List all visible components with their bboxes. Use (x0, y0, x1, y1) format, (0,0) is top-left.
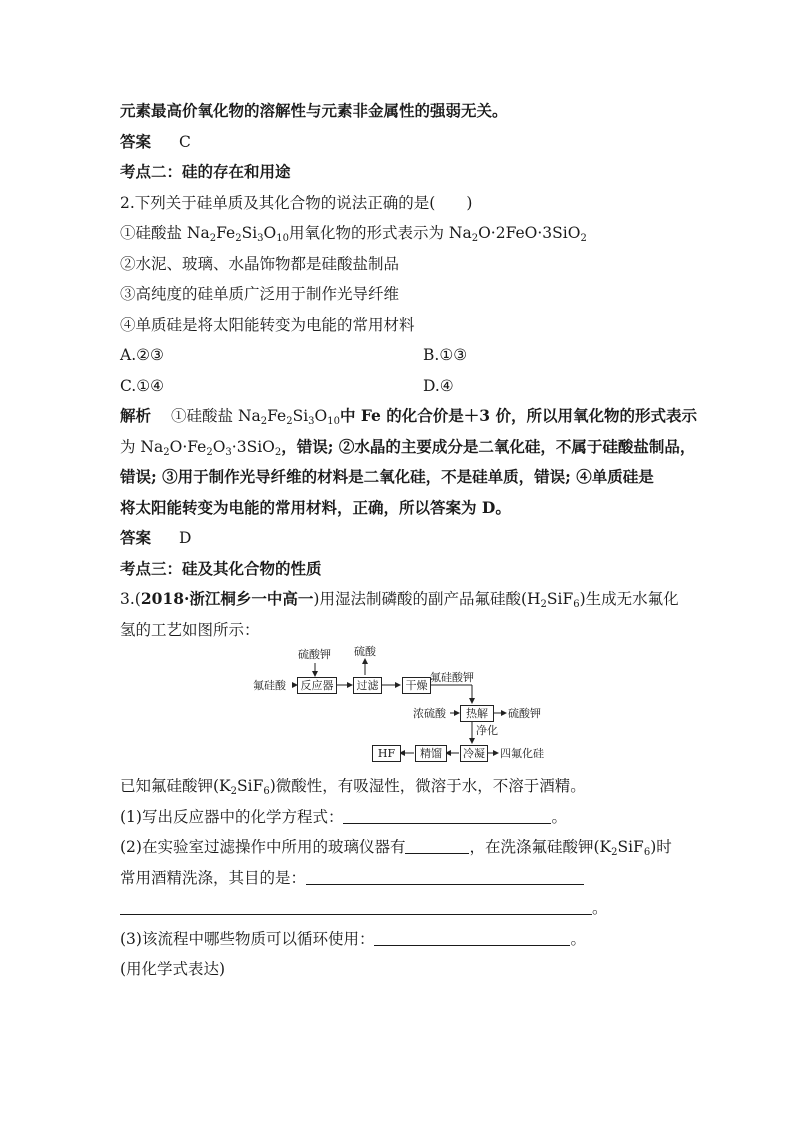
subscript: 2 (286, 416, 293, 427)
question-2-statement-3: ③高纯度的硅单质广泛用于制作光导纤维 (120, 285, 400, 303)
sub-question-1 (120, 802, 680, 833)
question-2-stem: 2.下列关于硅单质及其化合物的说法正确的是( ) (120, 193, 473, 212)
text-fragment: Fe (216, 224, 236, 242)
subscript: 10 (276, 233, 289, 244)
text-fragment: 。 (551, 807, 567, 826)
subscript: 6 (573, 599, 580, 610)
explanation-line-4: 将太阳能转变为电能的常用材料，正确，所以答案为 D。 (120, 497, 511, 517)
pyrolysis-box: 热解 (460, 705, 494, 722)
topic-2-heading: 考点二：硅的存在和用途 (120, 162, 291, 181)
text-fragment: )用湿法制磷酸的副产品氟硅酸(H (313, 590, 541, 608)
question-3-line-2: 氢的工艺如图所示： (120, 620, 260, 639)
subscript: 2 (580, 233, 587, 244)
label-potassium-fluorosilicate: 氟硅酸钾 (430, 671, 474, 684)
sub-question-3-note: (用化学式表达) (120, 960, 226, 978)
subscript: 2 (206, 446, 213, 458)
text-fragment: 中 Fe 的化合价是＋3 价，所以用氧化物的形式表示 (340, 406, 697, 425)
question-2-statement-4: ④单质硅是将太阳能转变为电能的常用材料 (120, 315, 415, 334)
options-row-2 (120, 371, 680, 402)
text-fragment: Si (292, 407, 309, 425)
label-silicon-tetrafluoride: 四氟化硅 (500, 747, 544, 760)
text-fragment: SiF (617, 838, 644, 856)
explanation-line-1 (120, 401, 697, 432)
filter-box: 过滤 (353, 677, 382, 694)
answer-blank[interactable] (120, 896, 592, 915)
question-3-line-1 (120, 584, 680, 615)
text-fragment: O (263, 224, 277, 242)
explanation-line-2 (120, 432, 696, 463)
text-fragment: Fe (267, 407, 287, 425)
reactor-box: 反应器 (297, 677, 337, 694)
answer-2 (120, 523, 680, 554)
sub-question-3 (120, 924, 680, 955)
text-fragment: O·Fe (169, 437, 207, 456)
text-fragment: )微酸性，有吸湿性，微溶于水，不溶于酒精。 (269, 777, 586, 795)
text-fragment: ，错误; ②水晶的主要成分是二氧化硅，不属于硅酸盐制品， (281, 436, 696, 456)
known-condition (120, 771, 680, 802)
text-fragment: 常用酒精洗涤，其目的是： (120, 868, 307, 887)
answer-value: D (179, 529, 192, 547)
distill-box: 精馏 (415, 745, 447, 762)
text-fragment: 已知氟硅酸钾(K (120, 777, 231, 795)
subscript: 10 (327, 416, 340, 427)
text-fragment: (1)写出反应器中的化学方程式： (120, 807, 344, 826)
subscript: 6 (263, 786, 270, 797)
text-fragment: ①硅酸盐 Na (171, 407, 261, 425)
question-2-statement-2: ②水泥、玻璃、水晶饰物都是硅酸盐制品 (120, 254, 400, 273)
text-fragment: O·2FeO·3SiO (478, 224, 581, 242)
explanation-line-3: 错误; ③用于制作光导纤维的材料是二氧化硅，不是硅单质，错误; ④单质硅是 (120, 467, 654, 486)
subscript: 3 (257, 233, 264, 244)
answer-label: 答案 (120, 528, 152, 547)
subscript: 2 (471, 233, 479, 244)
topic-3-heading: 考点三：硅及其化合物的性质 (120, 558, 322, 578)
label-purify: 净化 (476, 724, 498, 737)
option-c: C.①④ (120, 376, 165, 395)
text-fragment: O (212, 437, 226, 456)
sub-question-2-line-2 (120, 863, 680, 894)
answer-blank[interactable] (374, 927, 570, 946)
process-flow-diagram (120, 645, 680, 771)
subscript: 2 (230, 786, 238, 797)
sub-question-2-line-3 (120, 893, 680, 924)
hf-box: HF (372, 745, 401, 762)
document-page (120, 96, 697, 985)
text-fragment: )时 (650, 838, 672, 856)
answer-label: 答案 (120, 131, 152, 151)
text-fragment: 。 (592, 899, 608, 917)
sub-question-2 (120, 832, 680, 863)
text-fragment: (3)该流程中哪些物质可以循环使用： (120, 929, 375, 948)
text-fragment: ，在洗涤氟硅酸钾(K (469, 838, 612, 856)
option-d: D.④ (423, 376, 454, 395)
text-fragment: 为 Na (120, 437, 164, 456)
label-conc-sulfuric-acid: 浓硫酸 (413, 707, 446, 720)
answer-blank[interactable] (343, 805, 551, 824)
subscript: 3 (308, 416, 315, 427)
label-pyrolysis-product: 硫酸钾 (508, 707, 541, 720)
question-2-statement-1 (120, 218, 680, 249)
text-fragment: 用氧化物的形式表示为 Na (288, 224, 472, 242)
explanation-label: 解析 (120, 406, 152, 425)
text-fragment: 。 (570, 929, 586, 948)
label-potassium-sulfate-in: 硫酸钾 (298, 648, 331, 661)
subscript: 2 (260, 416, 268, 427)
dry-box: 干燥 (402, 677, 431, 694)
subscript: 3 (225, 446, 232, 458)
continued-text: 元素最高价氧化物的溶解性与元素非金属性的强弱无关。 (120, 101, 508, 120)
text-fragment: ·3SiO (231, 437, 275, 456)
option-a: A.②③ (120, 346, 164, 364)
subscript: 2 (235, 233, 242, 244)
text-fragment: Si (241, 224, 258, 242)
condense-box: 冷凝 (460, 745, 488, 762)
answer-value: C (179, 132, 191, 151)
subscript: 6 (643, 847, 651, 858)
question-source: 2018·浙江桐乡一中高一 (140, 589, 314, 608)
subscript: 2 (540, 599, 547, 610)
text-fragment: 3.( (120, 590, 141, 608)
answer-blank[interactable] (306, 866, 584, 885)
label-fluorosilicic-acid: 氟硅酸 (253, 679, 286, 692)
text-fragment: )生成无水氟化 (579, 590, 679, 608)
text-fragment: (2)在实验室过滤操作中所用的玻璃仪器有 (120, 838, 406, 856)
answer-1 (120, 127, 680, 158)
label-sulfuric-acid-out: 硫酸 (354, 645, 376, 658)
text-fragment: ①硅酸盐 Na (120, 224, 210, 242)
subscript: 2 (611, 847, 618, 858)
option-b: B.①③ (423, 346, 468, 364)
subscript: 2 (209, 233, 217, 244)
text-fragment: SiF (546, 590, 574, 608)
text-fragment: SiF (237, 777, 264, 795)
text-fragment: O (314, 407, 328, 425)
options-row-1 (120, 340, 680, 371)
answer-blank[interactable] (405, 835, 469, 854)
subscript: 2 (163, 446, 170, 458)
subscript: 2 (274, 446, 282, 458)
